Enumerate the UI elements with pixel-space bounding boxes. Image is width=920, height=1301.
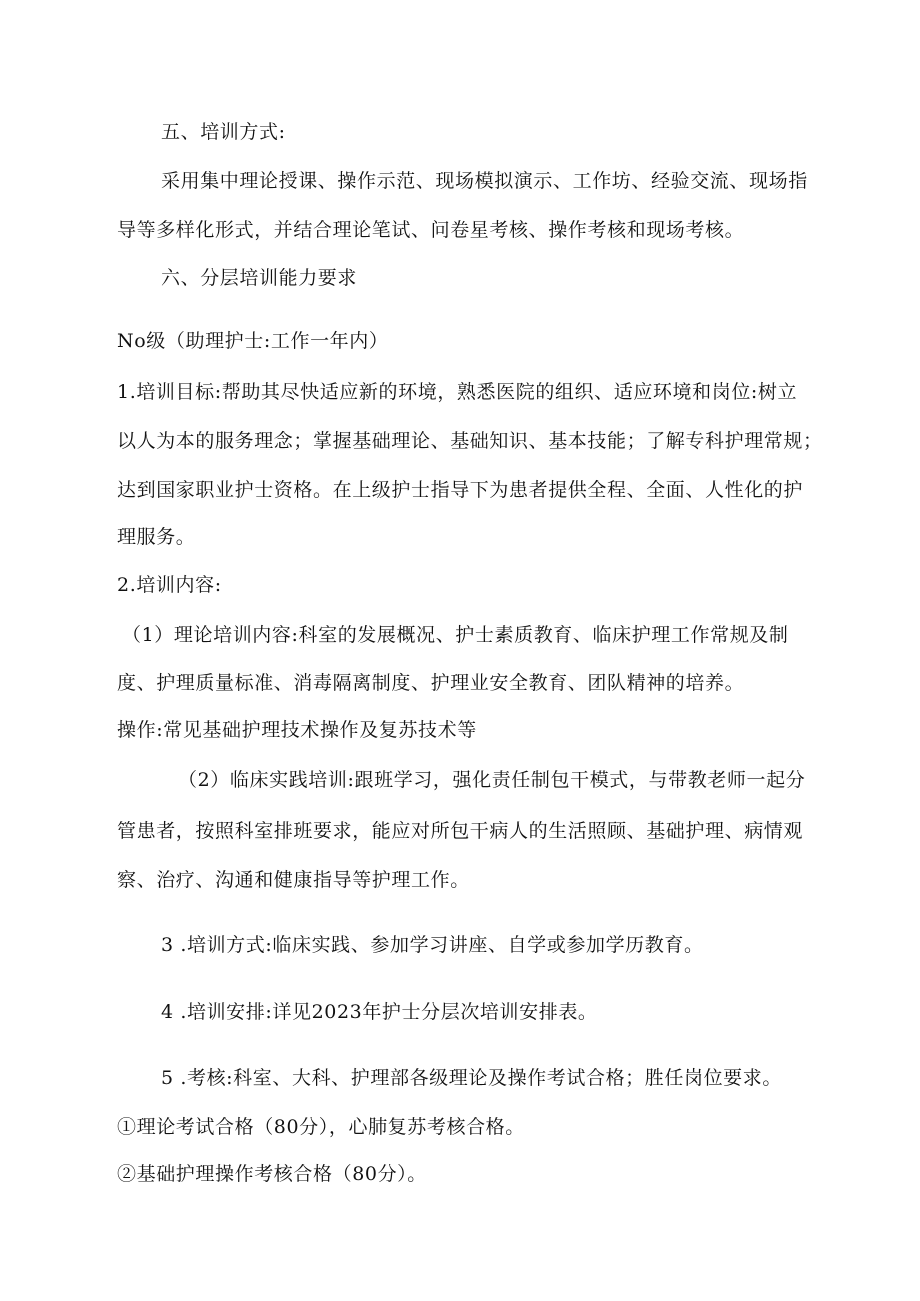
section-5-heading: 五、培训方式: [161, 121, 286, 143]
training-goal-line-1: 1.培训目标:帮助其尽快适应新的环境，熟悉医院的组织、适应环境和岗位:树立 [117, 381, 798, 403]
operation-line: 操作:常见基础护理技术操作及复苏技术等 [117, 719, 477, 741]
section-5-paragraph-line-1: 采用集中理论授课、操作示范、现场模拟演示、工作坊、经验交流、现场指 [161, 170, 808, 192]
theory-training-line-2: 度、护理质量标准、消毒隔离制度、护理业安全教育、团队精神的培养。 [117, 672, 745, 694]
section-5-paragraph-line-2: 导等多样化形式，并结合理论笔试、问卷星考核、操作考核和现场考核。 [117, 219, 745, 241]
assessment-line: 5 .考核:科室、大科、护理部各级理论及操作考试合格；胜任岗位要求。 [161, 1067, 782, 1089]
level-title: No级（助理护士:工作一年内） [117, 330, 389, 352]
training-schedule-line: 4 .培训安排:详见2023年护士分层次培训安排表。 [161, 1001, 598, 1023]
training-goal-line-2: 以人为本的服务理念；掌握基础理论、基础知识、基本技能；了解专科护理常规； [117, 430, 823, 452]
training-goal-line-3: 达到国家职业护士资格。在上级护士指导下为患者提供全程、全面、人性化的护 [117, 479, 804, 501]
section-6-heading: 六、分层培训能力要求 [161, 267, 358, 289]
training-goal-line-4: 理服务。 [117, 526, 196, 548]
assessment-item-2: ②基础护理操作考核合格（80分）。 [117, 1163, 427, 1185]
clinical-practice-line-1: （2）临床实践培训:跟班学习，强化责任制包干模式，与带教老师一起分 [178, 769, 806, 791]
assessment-item-1: ①理论考试合格（80分），心肺复苏考核合格。 [117, 1116, 525, 1138]
training-method-line: 3 .培训方式:临床实践、参加学习讲座、自学或参加学历教育。 [161, 934, 704, 956]
training-content-heading: 2.培训内容: [117, 574, 222, 596]
clinical-practice-line-3: 察、治疗、沟通和健康指导等护理工作。 [117, 869, 470, 891]
clinical-practice-line-2: 管患者，按照科室排班要求，能应对所包干病人的生活照顾、基础护理、病情观 [117, 820, 804, 842]
theory-training-line-1: （1）理论培训内容:科室的发展概况、护士素质教育、临床护理工作常规及制 [122, 624, 789, 646]
